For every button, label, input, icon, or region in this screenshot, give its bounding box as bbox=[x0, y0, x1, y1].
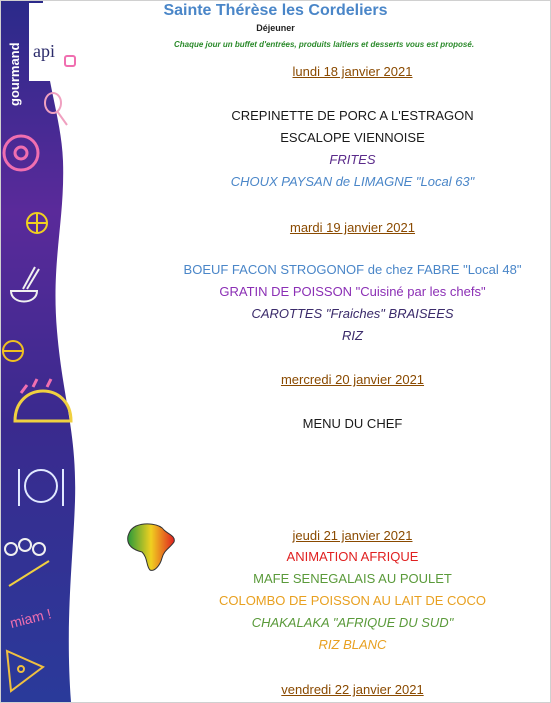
day-heading: mercredi 20 janvier 2021 bbox=[280, 372, 425, 387]
miam-text: miam ! bbox=[8, 605, 53, 632]
menu-item: RIZ bbox=[342, 328, 363, 343]
cup-icon bbox=[65, 56, 75, 66]
meal-label: Déjeuner bbox=[256, 23, 295, 33]
menu-item: MENU DU CHEF bbox=[302, 416, 403, 431]
day-heading: mardi 19 janvier 2021 bbox=[289, 220, 416, 235]
africa-pin-icon bbox=[120, 520, 180, 576]
menu-item: ESCALOPE VIENNOISE bbox=[280, 130, 425, 145]
buffet-note: Chaque jour un buffet d'entrées, produits laitiers et desserts vous est proposé. bbox=[174, 40, 475, 49]
gourmand-text: gourmand bbox=[7, 42, 22, 106]
lemon-slice-icon bbox=[27, 213, 47, 233]
menu-item: COLOMBO DE POISSON AU LAIT DE COCO bbox=[218, 593, 487, 608]
menu-item: CREPINETTE DE PORC A L'ESTRAGON bbox=[231, 108, 474, 123]
menu-item: ANIMATION AFRIQUE bbox=[286, 549, 419, 564]
menu-item: MAFE SENEGALAIS AU POULET bbox=[253, 571, 452, 586]
menu-item: GRATIN DE POISSON "Cuisiné par les chefs" bbox=[219, 284, 486, 299]
menu-item: CHOUX PAYSAN de LIMAGNE "Local 63" bbox=[230, 174, 475, 189]
menu-item: CHAKALAKA "AFRIQUE DU SUD" bbox=[251, 615, 454, 630]
day-heading: vendredi 22 janvier 2021 bbox=[281, 682, 424, 697]
menu-item: BOEUF FACON STROGONOF de chez FABRE "Local 48" bbox=[183, 262, 522, 277]
menu-item: CAROTTES "Fraiches" BRAISEES bbox=[251, 306, 454, 321]
menu-item: RIZ BLANC bbox=[318, 637, 387, 652]
page-title: Sainte Thérèse les Cordeliers bbox=[163, 2, 388, 19]
day-heading: lundi 18 janvier 2021 bbox=[292, 64, 413, 79]
side-banner bbox=[1, 1, 79, 702]
day-heading: jeudi 21 janvier 2021 bbox=[292, 528, 413, 543]
menu-item: FRITES bbox=[329, 152, 376, 167]
api-logo-text: api bbox=[33, 41, 55, 61]
